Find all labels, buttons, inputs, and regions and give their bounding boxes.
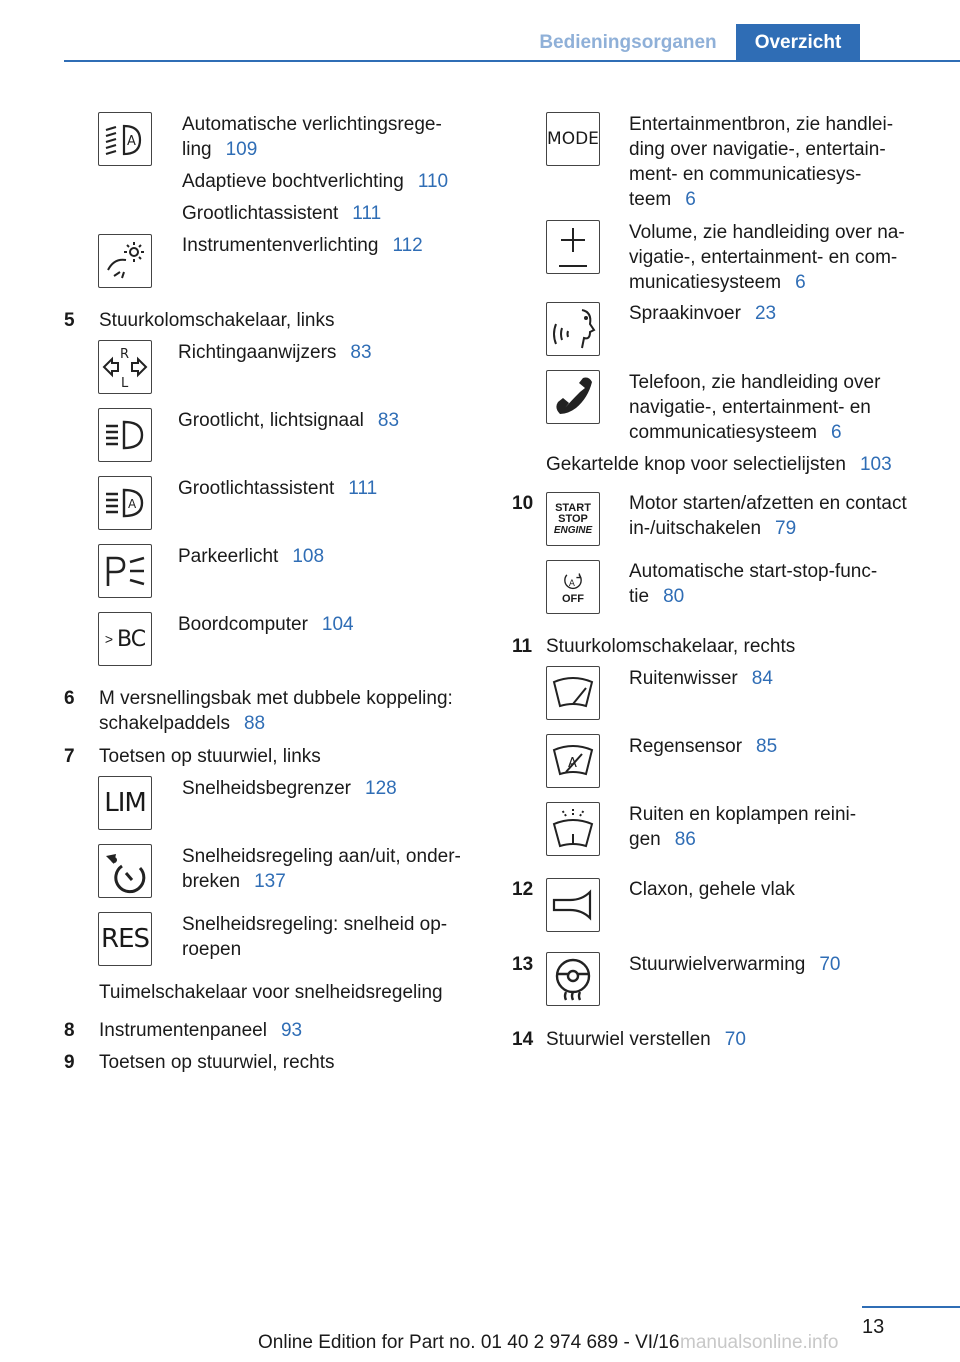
item-number: 12 xyxy=(512,879,534,900)
page-ref-link[interactable]: 79 xyxy=(775,518,797,539)
auto-start-stop-label: Automatische start-stop-func- tie 80 xyxy=(629,561,878,607)
page-ref-link[interactable]: 93 xyxy=(280,1020,303,1041)
page-ref-link[interactable]: 85 xyxy=(756,736,778,757)
item-number: 8 xyxy=(64,1020,75,1041)
rain-sensor-label: Regensensor 85 xyxy=(629,736,778,757)
resume-speed-label: Snelheidsregeling: snelheid op- roepen xyxy=(182,914,448,960)
high-beam-icon xyxy=(98,408,152,462)
page-ref-link[interactable]: 83 xyxy=(350,342,372,363)
page-ref-link[interactable]: 6 xyxy=(830,422,842,443)
entertainment-source-label: Entertainmentbron, zie handlei- ding over navigatie-, entertain- ment- en communicatiesys- teem 6 xyxy=(629,114,894,210)
page-ref-link[interactable]: 88 xyxy=(243,713,266,734)
item-number: 14 xyxy=(512,1029,534,1050)
page-ref-link[interactable]: 6 xyxy=(795,272,806,293)
voice-input-label: Spraakinvoer 23 xyxy=(629,303,777,324)
cruise-control-icon xyxy=(98,844,152,898)
page-ref-link[interactable]: 70 xyxy=(724,1029,746,1050)
header-rule xyxy=(64,60,960,62)
header-section-tab[interactable]: Bedieningsorganen xyxy=(539,32,717,53)
header-chapter-tab[interactable]: Overzicht xyxy=(736,24,860,62)
engine-start-label: Motor starten/afzetten en contact in-/uitschakelen 79 xyxy=(629,493,907,539)
steering-wheel-heating-icon xyxy=(546,952,600,1006)
page-number: 13 xyxy=(862,1316,885,1338)
instrument-lighting-label: Instrumentenverlichting 112 xyxy=(182,235,423,256)
steering-wheel-heating-label: Stuurwielverwarming 70 xyxy=(629,954,841,975)
speed-limiter-icon: LIM xyxy=(98,776,152,830)
high-beam-assistant-label: Grootlichtassistent 111 xyxy=(182,203,382,224)
page-ref-link[interactable]: 128 xyxy=(365,778,397,799)
adaptive-curve-light-label: Adaptieve bochtverlichting 110 xyxy=(182,171,449,192)
horn-label: Claxon, gehele vlak xyxy=(629,879,795,900)
page-header xyxy=(0,0,960,62)
auto-lighting-label: Automatische verlichtingsrege- ling 109 xyxy=(182,114,442,160)
auto-headlight-icon xyxy=(98,112,152,166)
instrument-lighting-icon xyxy=(98,234,152,288)
volume-label: Volume, zie handleiding over na- vigatie-, entertainment- en com- municatiesysteem 6 xyxy=(629,222,905,293)
steering-wheel-adjust-label: Stuurwiel verstellen 70 xyxy=(546,1029,746,1050)
cruise-control-label: Snelheidsregeling aan/uit, onder- breken 137 xyxy=(182,846,461,892)
turn-signals-label: Richtingaanwijzers 83 xyxy=(178,342,372,363)
high-beam-label: Grootlicht, lichtsignaal 83 xyxy=(178,410,400,431)
gearbox-paddles-label: M versnellingsbak met dubbele koppeling: schakelpaddels 88 xyxy=(99,688,453,734)
speed-limiter-label: Snelheidsbegrenzer 128 xyxy=(182,778,397,799)
item-number: 10 xyxy=(512,493,534,514)
page-ref-link[interactable]: 23 xyxy=(754,303,777,324)
item-number: 13 xyxy=(512,954,534,975)
steering-wheel-left-label: Toetsen op stuurwiel, links xyxy=(99,746,321,767)
page-ref-link[interactable]: 104 xyxy=(321,614,354,635)
svg-text:L: L xyxy=(121,376,129,391)
right-stalk-label: Stuurkolomschakelaar, rechts xyxy=(546,636,796,657)
board-computer-icon: > BC xyxy=(98,612,152,666)
left-stalk-label: Stuurkolomschakelaar, links xyxy=(99,310,335,331)
board-computer-label: Boordcomputer 104 xyxy=(178,614,354,635)
high-beam-assistant-label-2: Grootlichtassistent 111 xyxy=(178,478,378,499)
wiper-icon xyxy=(546,666,600,720)
page-ref-link[interactable]: 109 xyxy=(225,139,258,160)
page-ref-link[interactable]: 84 xyxy=(751,668,773,689)
page-ref-link[interactable]: 6 xyxy=(685,189,696,210)
page-ref-link[interactable]: 108 xyxy=(292,546,325,567)
page-ref-link[interactable]: 111 xyxy=(352,203,382,224)
item-number: 5 xyxy=(64,310,75,331)
washer-icon xyxy=(546,802,600,856)
svg-text:A: A xyxy=(568,756,577,771)
volume-icon xyxy=(546,220,600,274)
svg-text:A: A xyxy=(568,578,575,589)
washer-label: Ruiten en koplampen reini- gen 86 xyxy=(629,804,857,850)
phone-label: Telefoon, zie handleiding over navigatie-, entertainment- en communicatiesysteem 6 xyxy=(629,372,881,443)
page-ref-link[interactable]: 112 xyxy=(392,235,423,256)
wiper-label: Ruitenwisser 84 xyxy=(629,668,773,689)
item-number: 6 xyxy=(64,688,75,709)
svg-text:A: A xyxy=(128,497,137,511)
horn-icon xyxy=(546,878,600,932)
page-ref-link[interactable]: 110 xyxy=(417,171,449,192)
page-ref-link[interactable]: 80 xyxy=(663,586,685,607)
edition-footer: Online Edition for Part no. 01 40 2 974 689 - VI/16 xyxy=(258,1332,680,1353)
voice-input-icon xyxy=(546,302,600,356)
resume-speed-icon: RES xyxy=(98,912,152,966)
watermark: manualsonline.info xyxy=(680,1332,839,1353)
item-number: 7 xyxy=(64,746,75,767)
phone-icon xyxy=(546,370,600,424)
high-beam-assistant-icon xyxy=(98,476,152,530)
instrument-panel-label: Instrumentenpaneel 93 xyxy=(99,1020,303,1041)
auto-start-stop-icon: A OFF xyxy=(546,560,600,614)
start-stop-engine-icon: START STOP ENGINE xyxy=(546,492,600,546)
steering-wheel-right-label: Toetsen op stuurwiel, rechts xyxy=(99,1052,335,1073)
mode-button-icon: MODE xyxy=(546,112,600,166)
parking-light-label: Parkeerlicht 108 xyxy=(178,546,325,567)
item-number: 9 xyxy=(64,1052,75,1073)
page-ref-link[interactable]: 70 xyxy=(819,954,841,975)
svg-text:A: A xyxy=(127,134,136,149)
page-ref-link[interactable]: 137 xyxy=(254,871,286,892)
item-number: 11 xyxy=(512,636,533,657)
parking-light-icon xyxy=(98,544,152,598)
rain-sensor-icon xyxy=(546,734,600,788)
knurled-wheel-label: Gekartelde knop voor selectielijsten 103 xyxy=(546,454,892,475)
turn-signal-icon xyxy=(98,340,152,394)
page-ref-link[interactable]: 86 xyxy=(674,829,696,850)
rocker-switch-label: Tuimelschakelaar voor snelheidsregeling xyxy=(99,982,443,1003)
svg-text:R: R xyxy=(120,347,130,362)
page-ref-link[interactable]: 83 xyxy=(377,410,400,431)
page-ref-link[interactable]: 103 xyxy=(859,454,892,475)
footer-rule xyxy=(862,1306,960,1308)
page-ref-link[interactable]: 111 xyxy=(348,478,378,499)
